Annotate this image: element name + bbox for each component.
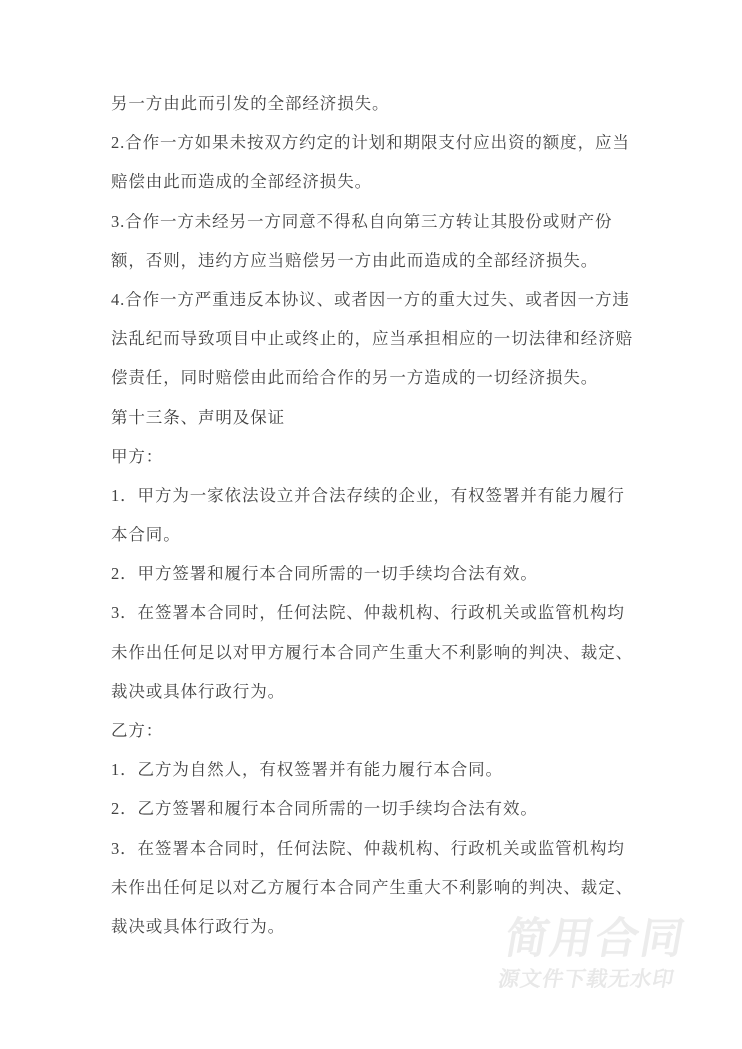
- text-line: 3．在签署本合同时，任何法院、仲裁机构、行政机关或监管机构均: [111, 603, 625, 623]
- text-line: 4.合作一方严重违反本协议、或者因一方的重大过失、或者因一方违: [111, 289, 630, 309]
- text-line: 甲方：: [111, 446, 164, 466]
- text-line: 另一方由此而引发的全部经济损失。: [111, 94, 390, 113]
- text-line: 裁决或具体行政行为。: [111, 681, 285, 701]
- text-line: 2.合作一方如果未按双方约定的计划和期限支付应出资的额度，应当: [111, 133, 630, 153]
- text-line: 额，否则，违约方应当赔偿另一方由此而造成的全部经济损失。: [111, 250, 599, 270]
- watermark-brand-text: 简用合同: [501, 915, 690, 963]
- text-line: 本合同。: [111, 525, 181, 545]
- text-line: 1．甲方为一家依法设立并合法存续的企业，有权签署并有能力履行: [111, 485, 625, 505]
- text-line: 1．乙方为自然人，有权签署并有能力履行本合同。: [111, 760, 503, 780]
- text-line: 未作出任何足以对甲方履行本合同产生重大不利影响的判决、裁定、: [111, 642, 633, 662]
- text-line: 乙方：: [111, 721, 164, 740]
- text-line: 偿责任，同时赔偿由此而给合作的另一方造成的一切经济损失。: [111, 368, 599, 388]
- text-line: 2．甲方签署和履行本合同所需的一切手续均合法有效。: [111, 564, 538, 584]
- text-line: 3．在签署本合同时，任何法院、仲裁机构、行政机关或监管机构均: [111, 838, 625, 858]
- text-line: 裁决或具体行政行为。: [111, 916, 285, 936]
- text-line: 3.合作一方未经另一方同意不得私自向第三方转让其股份或财产份: [111, 211, 613, 231]
- text-line: 赔偿由此而造成的全部经济损失。: [111, 172, 372, 192]
- section-heading-line: 第十三条、声明及保证: [111, 407, 285, 427]
- text-line: 法乱纪而导致项目中止或终止的，应当承担相应的一切法律和经济赔: [111, 329, 633, 349]
- watermark-tagline-text: 源文件下载无水印: [496, 968, 677, 991]
- text-line: 2．乙方签署和履行本合同所需的一切手续均合法有效。: [111, 799, 538, 819]
- document-body: [111, 84, 656, 946]
- text-line: 未作出任何足以对乙方履行本合同产生重大不利影响的判决、裁定、: [111, 877, 633, 897]
